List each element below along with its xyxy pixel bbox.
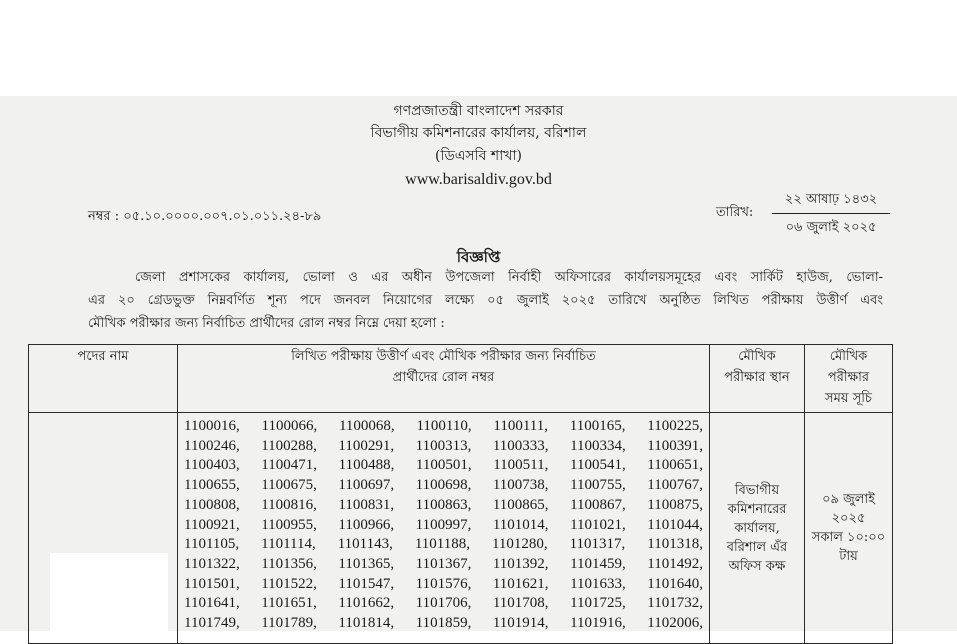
header-venue-line-1: মৌখিক — [738, 349, 776, 364]
header-schedule — [805, 345, 893, 413]
roll-line: 1100655, 1100675, 1100697, 1100698, 1100738, 1100755, 1100767, — [184, 477, 703, 494]
venue-line: বরিশাল এঁর — [726, 539, 788, 555]
date-label: তারিখ: — [716, 205, 754, 220]
body-line-2: এর ২০ গ্রেডভুক্ত নিম্নবর্ণিত শূন্য পদে জনবল নিয়োগের লক্ষ্যে ০৫ জুলাই ২০২৫ তারিখে অনুষ্ঠিত লিখিত পরীক্ষায় উত্তীর্ণ এবং — [88, 293, 883, 308]
body-line-1: জেলা প্রশাসকের কার্যালয়, ভোলা ও এর অধীন উপজেলা নির্বাহী অফিসারের কার্যালয়সমূহের এবং সার্কিট হাউজ, ভোলা- — [135, 270, 883, 285]
website-link: www.barisaldiv.gov.bd — [405, 171, 552, 188]
roll-line: 1100403, 1100471, 1100488, 1100501, 1100511, 1100541, 1100651, — [184, 457, 703, 474]
roll-line: 1101501, 1101522, 1101547, 1101576, 1101621, 1101633, 1101640, — [184, 575, 703, 592]
roll-line: 1101322, 1101356, 1101365, 1101367, 1101392, 1101459, 1101492, — [184, 555, 703, 572]
date-gregorian: ০৬ জুলাই ২০২৫ — [785, 220, 877, 235]
venue-line: কমিশনারের — [727, 501, 787, 517]
roll-line: 1100246, 1100288, 1100291, 1100313, 1100333, 1100334, 1100391, — [184, 437, 703, 454]
roll-line: 1101105, 1101114, 1101143, 1101188, 1101280, 1101317, 1101318, — [184, 536, 703, 553]
roll-line: 1100808, 1100816, 1100831, 1100863, 1100865, 1100867, 1100875, — [184, 496, 703, 513]
top-margin — [0, 0, 957, 96]
date-bangla: ২২ আষাঢ় ১৪৩২ — [772, 190, 890, 214]
header-venue — [710, 345, 805, 413]
header-venue-line-2: পরীক্ষার স্থান — [724, 370, 790, 385]
office-name: বিভাগীয় কমিশনারের কার্যালয়, বরিশাল — [370, 125, 587, 141]
roll-line: 1100921, 1100955, 1100966, 1100997, 1101014, 1101021, 1101044, — [184, 516, 703, 533]
roll-line: 1101641, 1101651, 1101662, 1101706, 1101708, 1101725, 1101732, — [184, 595, 703, 612]
redaction-patch — [50, 553, 168, 631]
date-block — [772, 190, 890, 239]
roll-line: 1100016, 1100066, 1100068, 1100110, 1100111, 1100165, 1100225, — [184, 418, 703, 434]
memo-number: নম্বর : ০৫.১০.০০০০.০০৭.০১.০১১.২৪-৮৯ — [88, 209, 322, 224]
venue-line: অফিস কক্ষ — [728, 558, 786, 574]
schedule-date: ০৯ জুলাই ২০২৫ — [822, 492, 875, 526]
schedule-time: সকাল ১০:০০ টায় — [811, 530, 886, 564]
header-roll-line-1: লিখিত পরীক্ষায় উত্তীর্ণ এবং মৌখিক পরীক্ষার জন্য নির্বাচিত — [291, 349, 596, 364]
table-header-row — [29, 345, 893, 413]
header-roll-numbers — [178, 345, 710, 413]
header-schedule-line-1: মৌখিক পরীক্ষার — [827, 349, 870, 385]
roll-numbers-cell — [178, 413, 710, 644]
header-schedule-line-2: সময় সূচি — [825, 391, 872, 406]
notice-title: বিজ্ঞপ্তি — [456, 248, 501, 266]
branch-name: (ডিএসবি শাখা) — [435, 148, 522, 164]
header-roll-line-2: প্রার্থীদের রোল নম্বর — [392, 370, 495, 385]
schedule-cell — [805, 413, 893, 644]
roll-line: 1101749, 1101789, 1101814, 1101859, 1101914, 1101916, 1102006, — [184, 615, 703, 632]
venue-line: বিভাগীয় — [734, 482, 780, 498]
govt-name: গণপ্রজাতন্ত্রী বাংলাদেশ সরকার — [393, 103, 564, 119]
header-post-name: পদের নাম — [29, 345, 178, 413]
venue-cell — [710, 413, 805, 644]
body-line-3: মৌখিক পরীক্ষার জন্য নির্বাচিত প্রার্থীদের রোল নম্বর নিম্নে দেয়া হলো : — [88, 316, 445, 331]
venue-line: কার্যালয়, — [734, 520, 780, 536]
